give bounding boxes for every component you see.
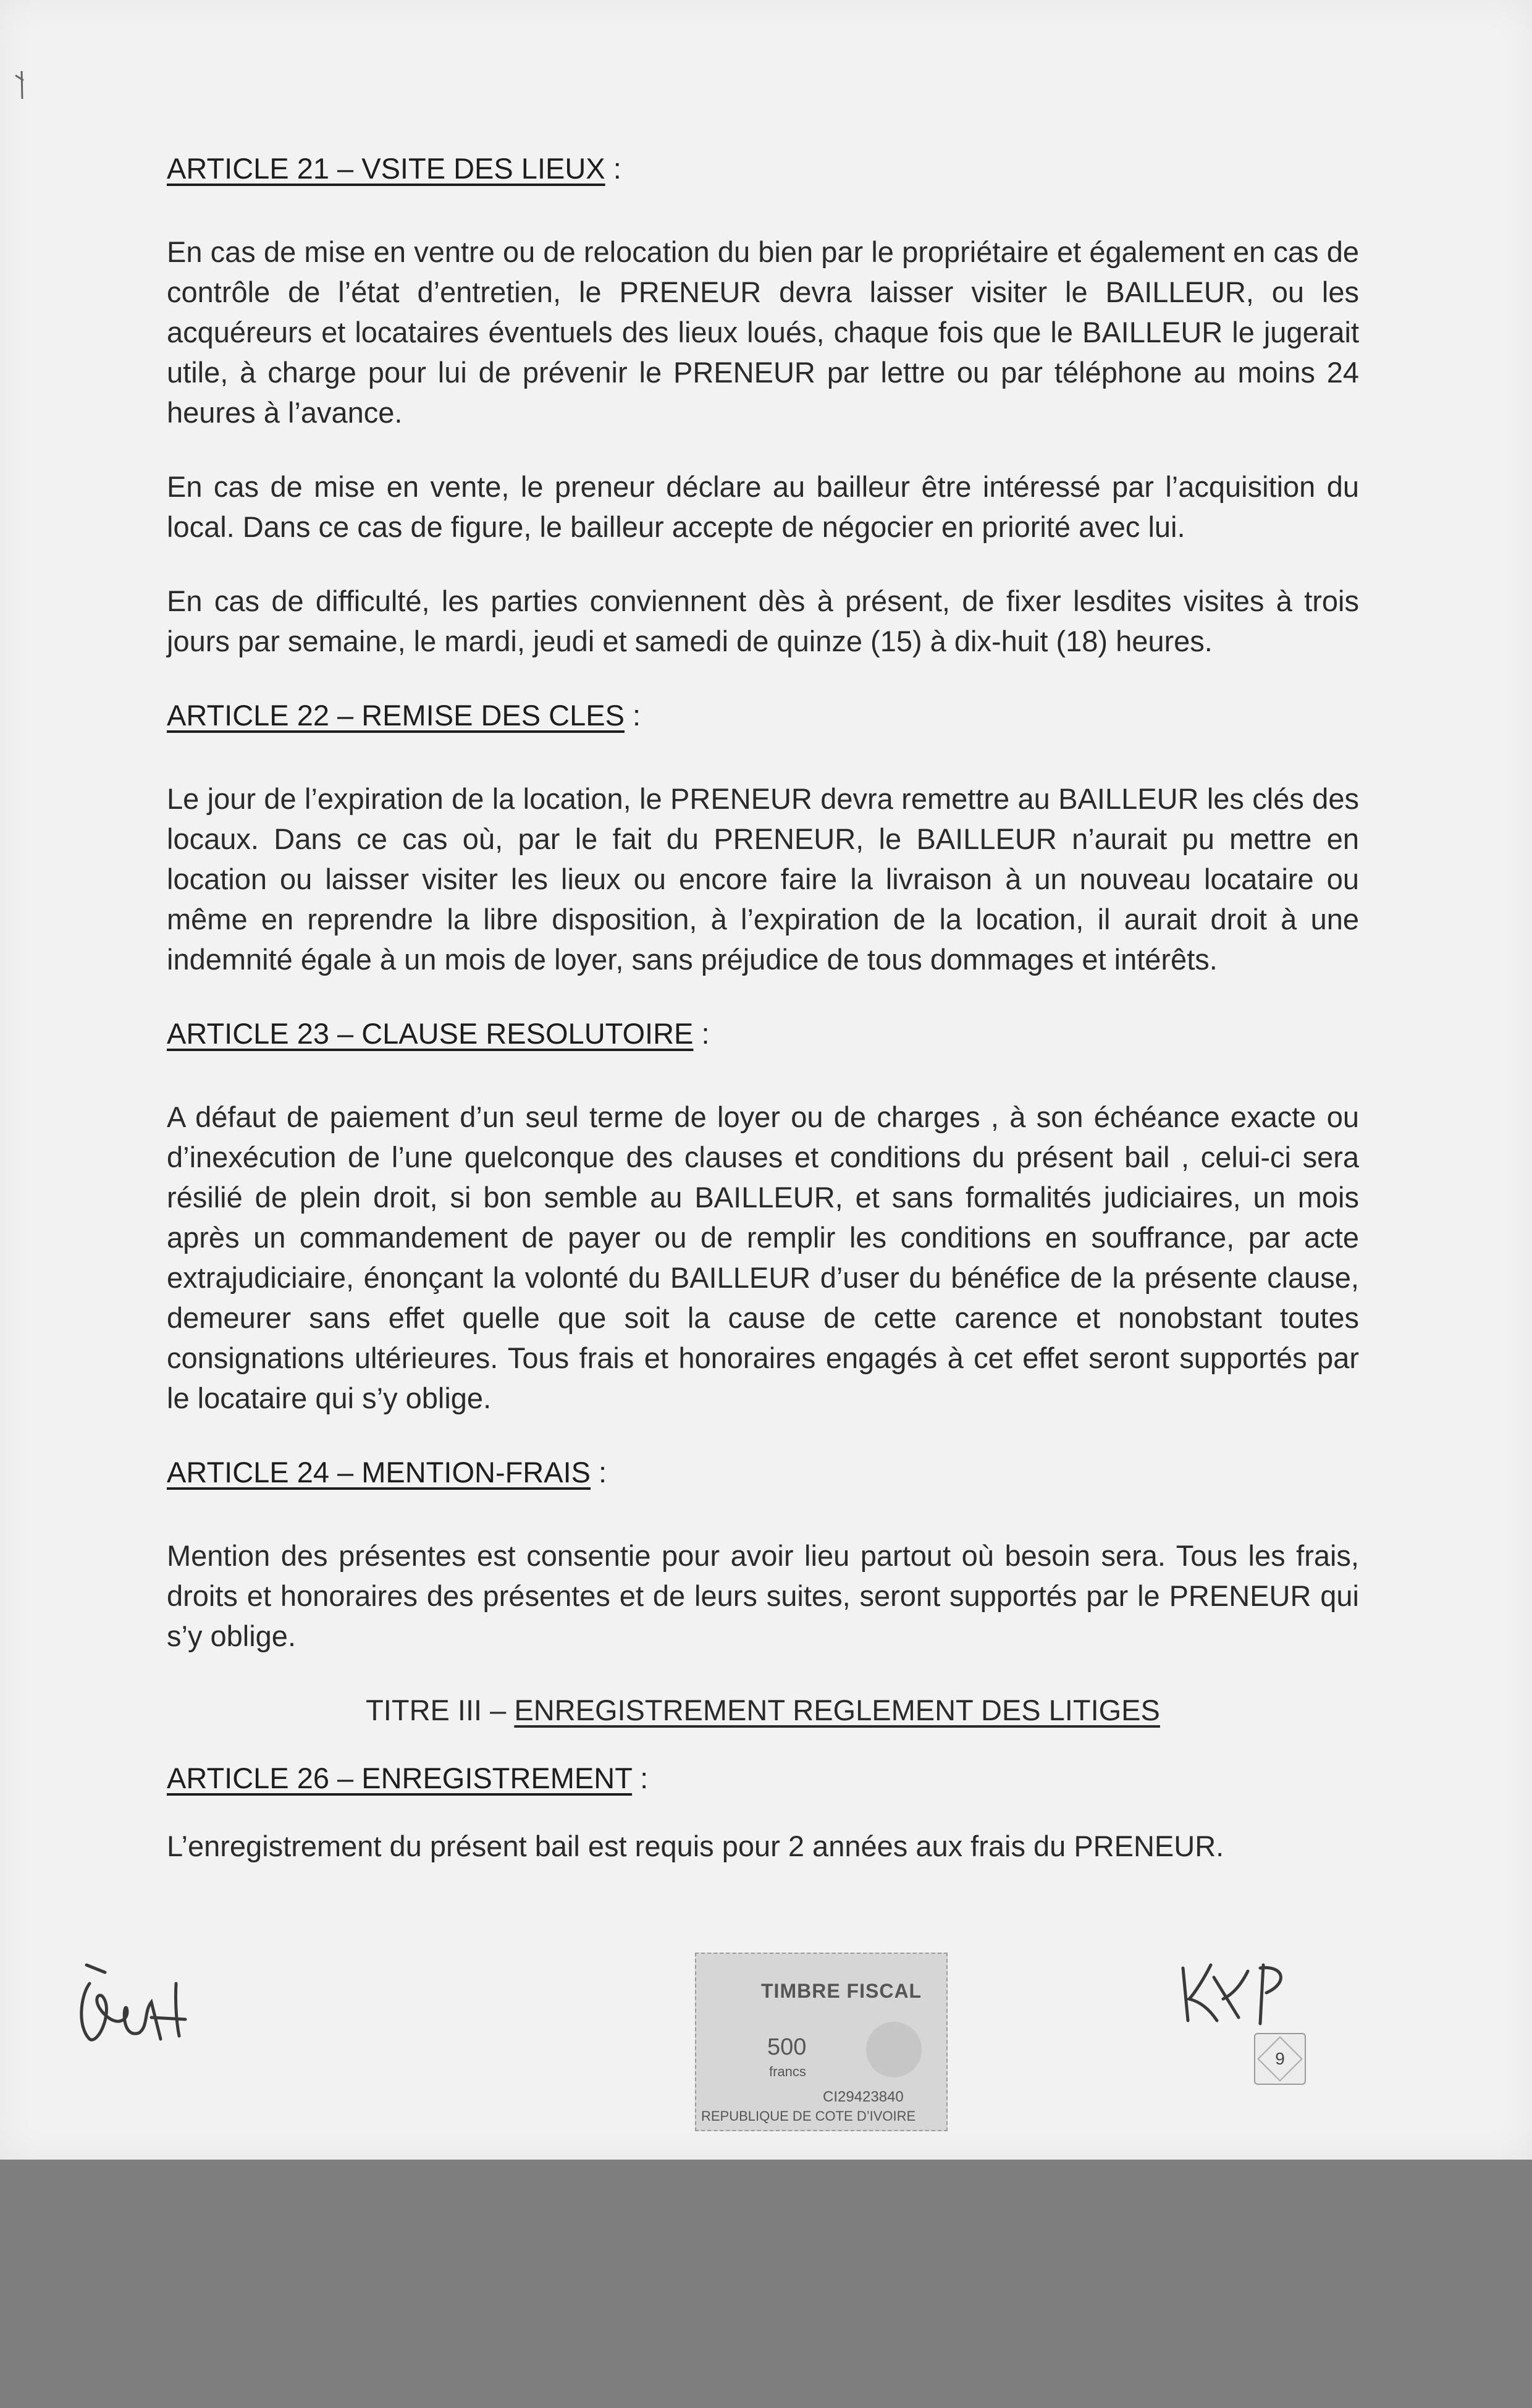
- stamp-country: REPUBLIQUE DE COTE D’IVOIRE: [701, 2108, 916, 2124]
- stamp-title: TIMBRE FISCAL: [761, 1980, 922, 2002]
- section-title: TITRE III – ENREGISTREMENT REGLEMENT DES LITIGES: [366, 1694, 1160, 1726]
- scan-artifact-mark: [12, 68, 31, 105]
- article-26-heading: ARTICLE 26 – ENREGISTREMENT :: [167, 1762, 649, 1794]
- fiscal-stamp: [695, 1953, 948, 2131]
- stamp-value: 500: [767, 2034, 807, 2060]
- signature-left: [71, 1959, 232, 2064]
- article-21-heading: ARTICLE 21 – VSITE DES LIEUX :: [167, 152, 621, 185]
- document-body: [167, 148, 1359, 1900]
- article-24-paragraph-1: Mention des présentes est consentie pour avoir lieu partout où besoin sera. Tous les frais, droits et honoraires des présentes et de leurs suites, seront supportés par le PRENEUR qui s’y oblige.: [167, 1539, 1359, 1652]
- article-21-paragraph-3: En cas de difficulté, les parties conviennent dès à présent, de fixer lesdites visites à trois jours par semaine, le mardi, jeudi et samedi de quinze (15) à dix-huit (18) heures.: [167, 585, 1359, 657]
- stamp-emblem-icon: [866, 2022, 922, 2077]
- stamp-code: CI29423840: [823, 2089, 904, 2105]
- article-23-paragraph-1: A défaut de paiement d’un seul terme de loyer ou de charges , à son échéance exacte ou d’inexécution de l’une quelconque des clauses et conditions du présent bail , celui-ci sera résilié de plein droit, si bon semble au BAILLEUR, et sans formalités judiciaires, un mois après un commandement de payer ou de remplir les conditions en souffrance, par acte extrajudiciaire, énonçant la volonté du BAILLEUR d’user du bénéfice de la présente clause, demeurer sans effet quelle que soit la cause de cette carence et nonobstant toutes consignations ultérieures. Tous frais et honoraires engagés à cet effet seront supportés par le locataire qui s’y oblige.: [167, 1100, 1359, 1414]
- article-23-heading: ARTICLE 23 – CLAUSE RESOLUTOIRE :: [167, 1017, 710, 1050]
- article-22-heading: ARTICLE 22 – REMISE DES CLES :: [167, 699, 641, 732]
- page-number: 9: [1254, 2033, 1306, 2085]
- article-21-paragraph-2: En cas de mise en vente, le preneur déclare au bailleur être intéressé par l’acquisition du local. Dans ce cas de figure, le bailleur accepte de négocier en priorité avec lui.: [167, 470, 1359, 543]
- article-26-paragraph: L’enregistrement du présent bail est requis pour 2 années aux frais du PRENEUR.: [167, 1830, 1224, 1862]
- article-22-paragraph-1: Le jour de l’expiration de la location, le PRENEUR devra remettre au BAILLEUR les clés des locaux. Dans ce cas où, par le fait du PRENEUR, le BAILLEUR n’aurait pu mettre en location ou laisser visiter les lieux ou encore faire la livraison à un nouveau locataire ou même en reprendre la libre disposition, à l’expiration de la location, il aurait droit à une indemnité égale à un mois de loyer, sans préjudice de tous dommages et intérêts.: [167, 782, 1359, 976]
- article-24-heading: ARTICLE 24 – MENTION-FRAIS :: [167, 1456, 607, 1489]
- footer-area: [0, 1934, 1532, 2138]
- signature-right: [1177, 1959, 1288, 2027]
- article-21-paragraph-1: En cas de mise en ventre ou de relocation du bien par le propriétaire et également en cas de contrôle de l’état d’entretien, le PRENEUR devra laisser visiter le BAILLEUR, ou les acquéreurs et locataires éventuels des lieux loués, chaque fois que le BAILLEUR le jugerait utile, à charge pour lui de prévenir le PRENEUR par lettre ou par téléphone au moins 24 heures à l’avance.: [167, 235, 1359, 429]
- stamp-unit: francs: [769, 2064, 806, 2079]
